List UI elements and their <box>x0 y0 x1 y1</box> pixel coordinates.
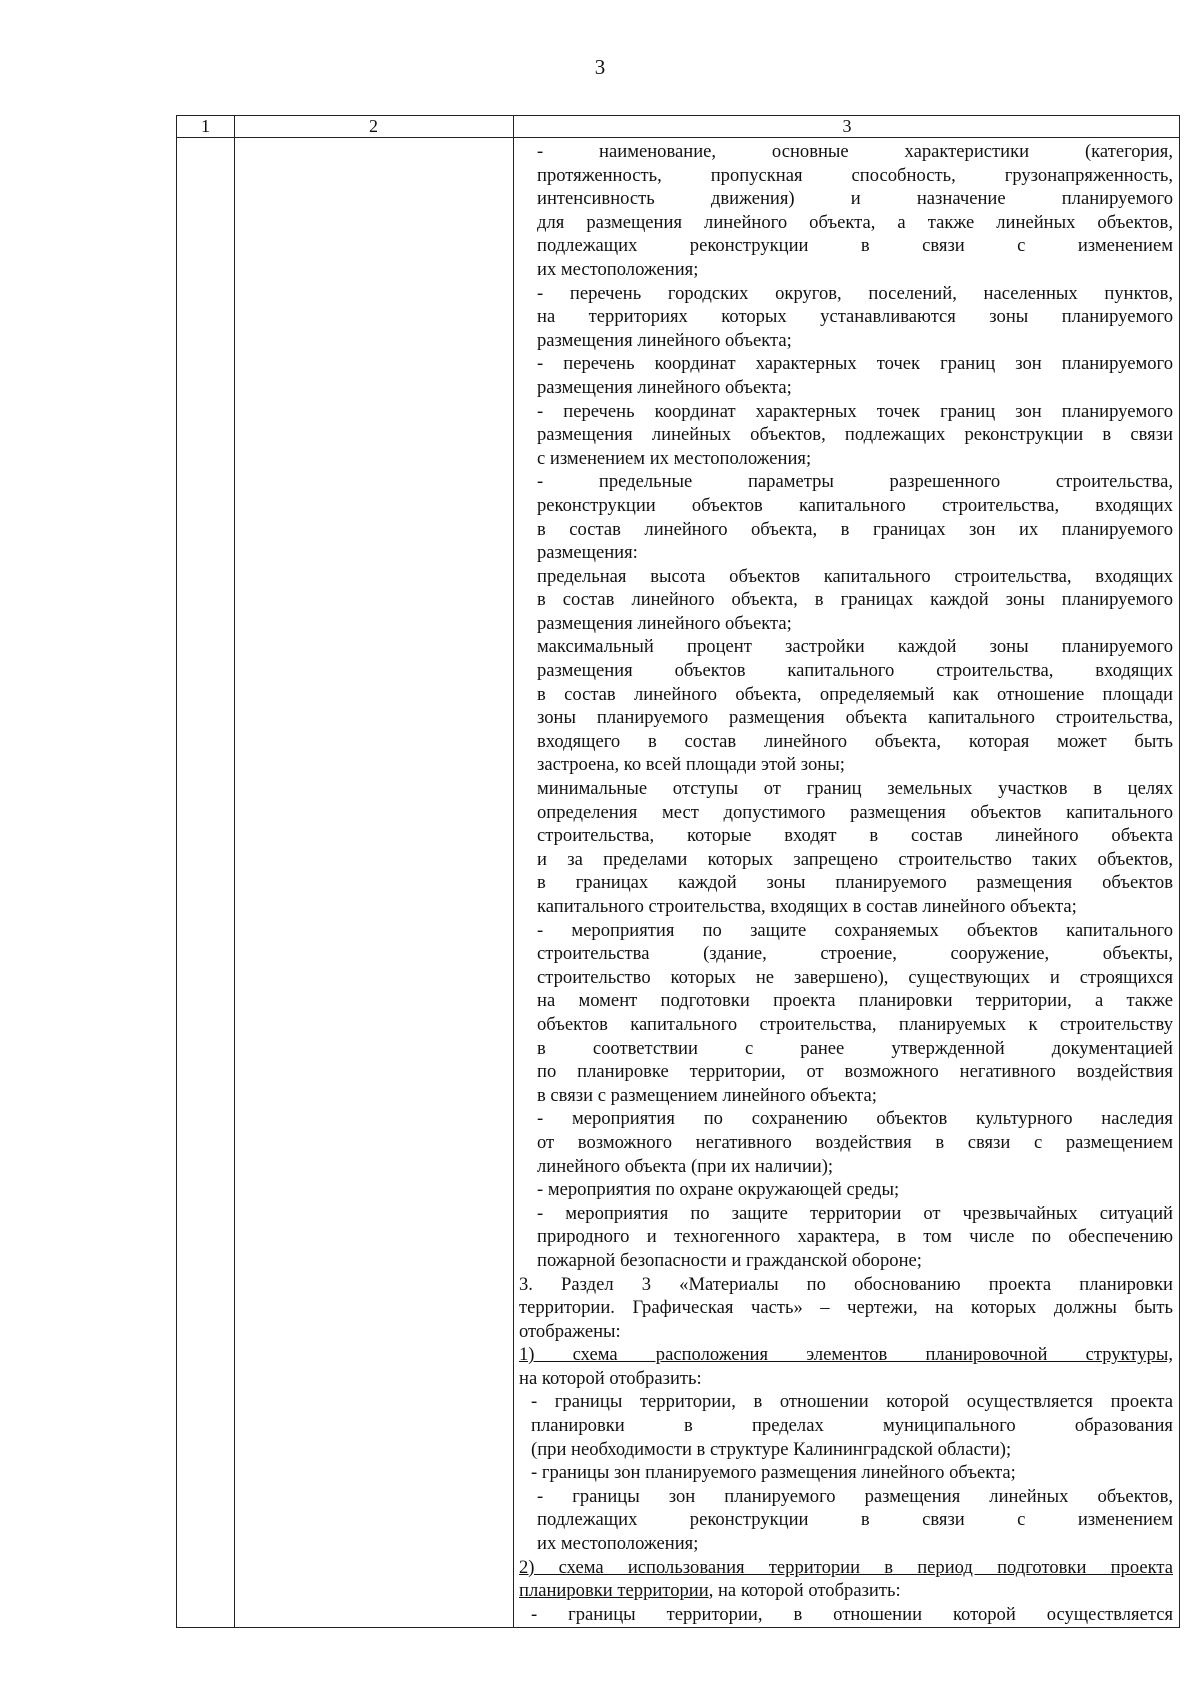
column-divider <box>513 116 514 1627</box>
text-line: зоны планируемого размещения объекта капитального строительства, <box>537 707 1173 729</box>
text-line: протяженность, пропускная способность, грузонапряженность, <box>537 164 1173 186</box>
column-header-1: 1 <box>201 116 210 136</box>
text-line: в связи с размещением линейного объекта; <box>537 1084 877 1106</box>
text-line: природного и техногенного характера, в том числе по обеспечению <box>537 1226 1173 1248</box>
text-line: - границы зон планируемого размещения линейного объекта; <box>531 1462 1016 1484</box>
text-line: - мероприятия по сохранению объектов культурного наследия <box>537 1108 1173 1130</box>
column-header-3: 3 <box>842 116 852 136</box>
text-line: их местоположения; <box>537 1533 699 1555</box>
page-number: 3 <box>594 55 606 79</box>
text-line: планировки территории, на которой отобразить: <box>519 1580 901 1602</box>
text-line: 3. Раздел 3 «Материалы по обоснованию проекта планировки <box>519 1273 1173 1295</box>
column-header-2: 2 <box>369 116 378 136</box>
text-line: размещения линейного объекта; <box>537 329 792 351</box>
text-line: в состав линейного объекта, в границах каждой зоны планируемого <box>537 589 1173 611</box>
text-line: размещения: <box>537 542 638 564</box>
text-line: - границы территории, в отношении которой осуществляется проекта <box>531 1391 1173 1413</box>
text-line: определения мест допустимого размещения объектов капитального <box>537 801 1173 823</box>
text-line: - мероприятия по охране окружающей среды; <box>537 1179 900 1201</box>
text-line: размещения линейного объекта; <box>537 376 792 398</box>
text-line: в границах каждой зоны планируемого размещения объектов <box>537 872 1173 894</box>
table-header-row <box>177 116 1179 138</box>
text-line: - мероприятия по защите территории от чрезвычайных ситуаций <box>537 1202 1173 1224</box>
text-line: и за пределами которых запрещено строительство таких объектов, <box>537 848 1173 870</box>
text-line: в соответствии с ранее утвержденной документацией <box>537 1037 1173 1059</box>
text-line: - границы зон планируемого размещения линейных объектов, <box>537 1485 1173 1507</box>
text-line: пожарной безопасности и гражданской обороне; <box>537 1249 922 1271</box>
text-line: на которой отобразить: <box>519 1367 702 1389</box>
text-line: 1) схема расположения элементов планировочной структуры, <box>519 1344 1173 1366</box>
text-line: в состав линейного объекта, в границах зон их планируемого <box>537 518 1173 540</box>
text-line: их местоположения; <box>537 258 699 280</box>
text-line: для размещения линейного объекта, а также линейных объектов, <box>537 211 1173 233</box>
text-line: на территориях которых устанавливаются зоны планируемого <box>537 306 1173 328</box>
text-line: (при необходимости в структуре Калининградской области); <box>531 1438 1012 1460</box>
text-line: объектов капитального строительства, планируемых к строительству <box>537 1013 1173 1035</box>
text-line: размещения линейного объекта; <box>537 612 792 634</box>
text-line: 2) схема использования территории в период подготовки проекта <box>519 1556 1173 1578</box>
column-divider <box>234 116 235 1627</box>
text-line: отображены: <box>519 1320 621 1342</box>
text-line: предельная высота объектов капитального строительства, входящих <box>537 565 1173 587</box>
column-3-text <box>519 140 1173 1626</box>
text-line: реконструкции объектов капитального строительства, входящих <box>537 494 1173 516</box>
text-line: строительства, которые входят в состав линейного объекта <box>537 825 1173 847</box>
text-line: - перечень городских округов, поселений, населенных пунктов, <box>537 282 1173 304</box>
text-line: строительство которых не завершено), существующих и строящихся <box>537 966 1173 988</box>
text-line: капитального строительства, входящих в состав линейного объекта; <box>537 896 1077 917</box>
text-line: - наименование, основные характеристики (категория, <box>537 141 1173 162</box>
text-line: строительства (здание, строение, сооружение, объекты, <box>537 943 1173 965</box>
text-line: с изменением их местоположения; <box>537 447 812 469</box>
text-line: по планировке территории, от возможного негативного воздействия <box>537 1061 1173 1083</box>
text-line: территории. Графическая часть» – чертежи, на которых должны быть <box>519 1297 1173 1319</box>
text-line: размещения объектов капитального строительства, входящих <box>537 660 1173 682</box>
text-line: интенсивность движения) и назначение планируемого <box>537 188 1173 210</box>
text-line: - перечень координат характерных точек границ зон планируемого <box>537 400 1173 422</box>
text-line: линейного объекта (при их наличии); <box>537 1155 834 1177</box>
requirements-table <box>176 115 1180 1628</box>
text-line: застроена, ко всей площади этой зоны; <box>537 754 845 776</box>
text-line: в состав линейного объекта, определяемый как отношение площади <box>537 683 1173 705</box>
text-line: максимальный процент застройки каждой зоны планируемого <box>537 636 1173 658</box>
text-line: минимальные отступы от границ земельных участков в целях <box>537 778 1173 800</box>
text-line: входящего в состав линейного объекта, которая может быть <box>537 730 1173 752</box>
text-line: размещения линейных объектов, подлежащих реконструкции в связи <box>537 424 1173 446</box>
text-line: планировки в пределах муниципального образования <box>531 1415 1173 1437</box>
text-line: подлежащих реконструкции в связи с изменением <box>537 1509 1173 1531</box>
text-line: - границы территории, в отношении которой осуществляется <box>531 1603 1173 1625</box>
text-line: - мероприятия по защите сохраняемых объектов капитального <box>537 919 1173 941</box>
text-line: - перечень координат характерных точек границ зон планируемого <box>537 353 1173 375</box>
text-line: от возможного негативного воздействия в связи с размещением <box>537 1131 1173 1153</box>
text-line: на момент подготовки проекта планировки территории, а также <box>537 990 1173 1012</box>
text-line: подлежащих реконструкции в связи с изменением <box>537 235 1173 257</box>
text-line: - предельные параметры разрешенного строительства, <box>537 471 1173 493</box>
